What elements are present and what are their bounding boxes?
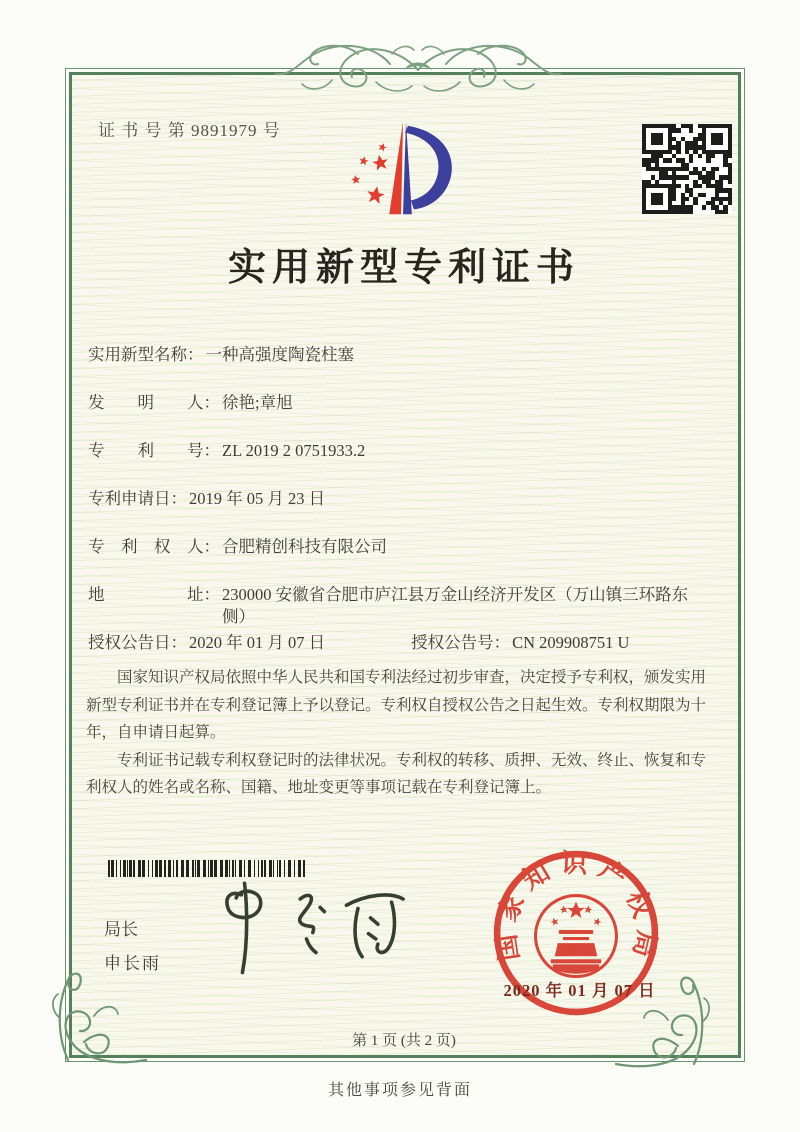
bottom-left-corner-ornament-icon [38, 968, 150, 1072]
director-signature [212, 878, 422, 983]
grant-number-value: CN 209908751 U [512, 633, 630, 652]
national-emblem-icon [536, 896, 617, 977]
field-grant-row [88, 632, 728, 654]
field-value: 230000 安徽省合肥市庐江县万金山经济开发区（万山镇三环路东侧） [222, 585, 689, 626]
certificate-number: 证 书 号 第 9891979 号 [98, 121, 281, 140]
seal-text: 国家知识产权局 [490, 848, 662, 969]
back-note: 其他事项参见背面 [327, 1082, 472, 1099]
director-title: 局长 [104, 920, 138, 939]
qr-code [642, 124, 732, 214]
field-label: 发 明 人： [88, 393, 220, 412]
field-label: 地 址： [88, 585, 220, 604]
field-patentee [88, 536, 728, 558]
page-number: 第 1 页 (共 2 页) [352, 1033, 456, 1049]
grant-date-label: 授权公告日： [88, 633, 187, 652]
legal-text [86, 664, 716, 802]
field-address [88, 584, 728, 628]
field-value: 一种高强度陶瓷柱塞 [205, 345, 354, 364]
seal-date: 2020 年 01 月 07 日 [503, 981, 656, 1000]
grant-number-label: 授权公告号： [411, 633, 511, 652]
field-label: 专 利 号： [88, 441, 220, 460]
field-utility-model-name [88, 344, 728, 366]
field-value: 2019 年 05 月 23 日 [189, 489, 326, 508]
certificate-title: 实用新型专利证书 [227, 247, 580, 289]
field-application-date [88, 488, 728, 510]
field-label: 实用新型名称： [88, 345, 204, 364]
top-border-ornament-icon [272, 24, 564, 106]
field-label: 专 利 权 人： [88, 537, 220, 556]
legal-paragraph-2: 专利证书记载专利权登记时的法律状况。专利权的转移、质押、无效、终止、恢复和专利权人的姓名或名称、国籍、地址变更等事项记载在专利登记簿上。 [86, 751, 707, 796]
cnipa-logo-icon [330, 110, 480, 228]
director-name: 申长雨 [104, 954, 161, 973]
field-value: 徐艳;章旭 [222, 393, 293, 412]
field-inventor [88, 392, 728, 414]
legal-paragraph-1: 国家知识产权局依照中华人民共和国专利法经过初步审查，决定授予专利权，颁发实用新型专利证书并在专利登记簿上予以登记。专利权自授权公告之日起生效。专利权期限为十年，自申请日起算。 [86, 669, 707, 741]
field-patent-number [88, 440, 728, 462]
field-value: 合肥精创科技有限公司 [222, 537, 387, 556]
barcode [108, 860, 308, 877]
grant-date-value: 2020 年 01 月 07 日 [189, 633, 326, 652]
field-value: ZL 2019 2 0751933.2 [222, 441, 366, 460]
field-label: 专利申请日： [88, 489, 187, 508]
